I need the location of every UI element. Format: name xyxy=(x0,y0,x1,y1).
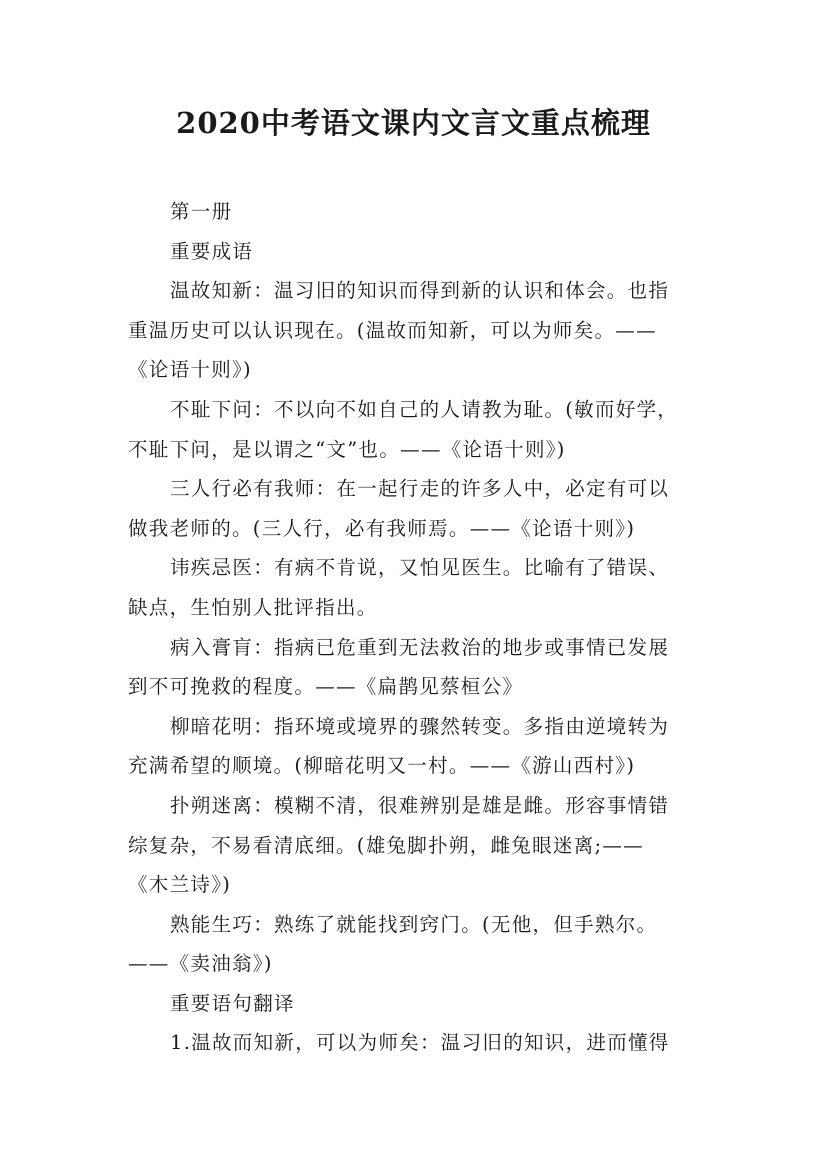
paragraph-line: 到不可挽救的程度。——《扁鹊见蔡桓公》 xyxy=(128,675,524,699)
document-title: 2020中考语文课内文言文重点梳理 xyxy=(176,106,651,140)
document-body xyxy=(128,192,706,1063)
paragraph-line: 《木兰诗》) xyxy=(128,873,232,897)
paragraph-line: 扑朔迷离：模糊不清，很难辨别是雄是雌。形容事情错 xyxy=(170,793,670,817)
paragraph-line: 不耻下问：不以向不如自己的人请教为耻。(敏而好学， xyxy=(170,397,679,421)
section-heading-idioms: 重要成语 xyxy=(170,239,254,263)
paragraph-line: 熟能生巧：熟练了就能找到窍门。(无他，但手熟尔。 xyxy=(170,912,658,936)
paragraph-line: 缺点，生怕别人批评指出。 xyxy=(128,595,378,619)
paragraph-line: 1.温故而知新，可以为师矣：温习旧的知识，进而懂得 xyxy=(170,1031,670,1055)
paragraph-line: ——《卖油翁》) xyxy=(128,952,273,976)
paragraph-line: 三人行必有我师：在一起行走的许多人中，必定有可以 xyxy=(170,477,670,501)
paragraph-line: 讳疾忌医：有病不肯说，又怕见医生。比喻有了错误、 xyxy=(170,556,670,580)
paragraph-line: 重温历史可以认识现在。(温故而知新，可以为师矣。—— xyxy=(128,318,657,342)
paragraph-line: 病入膏肓：指病已危重到无法救治的地步或事情已发展 xyxy=(170,635,670,659)
paragraph-line: 不耻下问，是以谓之“文”也。——《论语十则》) xyxy=(128,437,566,461)
paragraph-line: 温故知新：温习旧的知识而得到新的认识和体会。也指 xyxy=(170,279,670,303)
paragraph-line: 《论语十则》) xyxy=(128,358,252,382)
paragraph-line: 柳暗花明：指环境或境界的骤然转变。多指由逆境转为 xyxy=(170,714,670,738)
paragraph-line: 综复杂，不易看清底细。(雄兔脚扑朔，雌兔眼迷离;—— xyxy=(128,833,644,857)
paragraph-line: 做我老师的。(三人行，必有我师焉。——《论语十则》) xyxy=(128,516,636,540)
volume-heading: 第一册 xyxy=(170,200,233,223)
paragraph-line: 充满希望的顺境。(柳暗花明又一村。——《游山西村》) xyxy=(128,754,636,778)
section-heading-translation: 重要语句翻译 xyxy=(170,991,295,1015)
